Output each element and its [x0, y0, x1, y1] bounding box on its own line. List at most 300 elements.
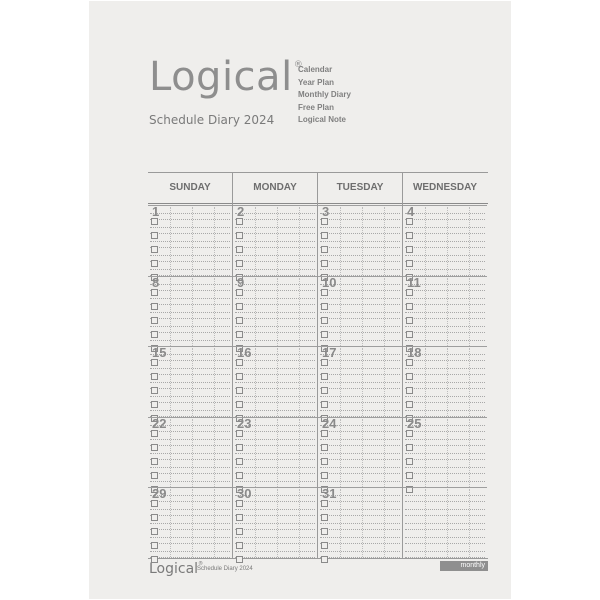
writing-line [150, 290, 230, 291]
writing-line [150, 523, 230, 524]
task-checkbox[interactable] [406, 246, 413, 253]
writing-line [405, 543, 485, 544]
writing-line [405, 467, 485, 468]
writing-line [320, 312, 400, 313]
writing-line [235, 551, 315, 552]
day-number: 24 [322, 415, 337, 431]
writing-line [150, 467, 230, 468]
writing-line [405, 495, 485, 496]
writing-line [235, 439, 315, 440]
writing-line [320, 318, 400, 319]
writing-line [320, 410, 400, 411]
writing-line [320, 332, 400, 333]
task-checkbox[interactable] [236, 289, 243, 296]
task-checkbox[interactable] [236, 401, 243, 408]
writing-line [150, 459, 230, 460]
task-checkbox[interactable] [321, 556, 328, 563]
writing-line [320, 481, 400, 482]
day-cell [318, 417, 402, 488]
day-number: 30 [237, 486, 252, 501]
day-cell [148, 276, 232, 347]
day-number: 10 [322, 274, 337, 290]
task-checkbox[interactable] [236, 500, 243, 507]
writing-line [235, 523, 315, 524]
contents-menu [298, 64, 351, 127]
task-checkbox[interactable] [236, 373, 243, 380]
day-header-tuesday: TUESDAY [336, 182, 384, 193]
day-cell [148, 346, 232, 417]
writing-line [405, 304, 485, 305]
writing-line [150, 241, 230, 242]
task-checkbox[interactable] [321, 303, 328, 310]
day-cell [403, 205, 487, 276]
task-checkbox[interactable] [321, 542, 328, 549]
writing-line [405, 298, 485, 299]
task-checkbox[interactable] [321, 331, 328, 338]
day-number: 25 [407, 415, 422, 431]
task-checkbox[interactable] [236, 317, 243, 324]
writing-line [405, 255, 485, 256]
writing-line [405, 312, 485, 313]
day-number: 18 [407, 345, 422, 360]
writing-line [405, 509, 485, 510]
task-checkbox[interactable] [406, 232, 413, 239]
writing-line [320, 290, 400, 291]
writing-line [320, 247, 400, 248]
writing-line [320, 269, 400, 270]
task-checkbox[interactable] [321, 500, 328, 507]
writing-line [150, 501, 230, 502]
writing-line [150, 227, 230, 228]
task-checkbox[interactable] [151, 444, 158, 451]
writing-line [320, 509, 400, 510]
writing-line [405, 410, 485, 411]
task-checkbox[interactable] [321, 444, 328, 451]
writing-line [235, 318, 315, 319]
task-checkbox[interactable] [151, 289, 158, 296]
writing-line [235, 467, 315, 468]
writing-line [405, 515, 485, 516]
writing-line [320, 543, 400, 544]
writing-line [320, 557, 400, 558]
task-checkbox[interactable] [406, 387, 413, 394]
brand-logo [149, 54, 304, 100]
menu-item-year-plan: Year Plan [298, 77, 335, 87]
writing-line [320, 382, 400, 383]
writing-line [320, 298, 400, 299]
task-checkbox[interactable] [151, 317, 158, 324]
writing-line [320, 326, 400, 327]
day-cell [148, 205, 232, 276]
writing-line [150, 304, 230, 305]
task-checkbox[interactable] [406, 458, 413, 465]
week-separator [403, 205, 487, 206]
writing-line [320, 551, 400, 552]
registered-mark: ® [293, 60, 304, 70]
writing-line [235, 459, 315, 460]
writing-line [405, 227, 485, 228]
menu-item-free-plan: Free Plan [298, 102, 335, 112]
writing-line [150, 261, 230, 262]
task-checkbox[interactable] [321, 514, 328, 521]
day-cell [318, 205, 402, 276]
writing-line [150, 551, 230, 552]
writing-line [405, 318, 485, 319]
day-number: 23 [237, 415, 252, 431]
task-checkbox[interactable] [236, 260, 243, 267]
task-checkbox[interactable] [321, 232, 328, 239]
task-checkbox[interactable] [236, 232, 243, 239]
writing-line [150, 332, 230, 333]
writing-line [150, 439, 230, 440]
writing-line [235, 537, 315, 538]
task-checkbox[interactable] [321, 458, 328, 465]
writing-line [150, 269, 230, 270]
writing-line [235, 509, 315, 510]
grid-bottom-rule [148, 558, 488, 559]
day-number: 31 [322, 486, 337, 501]
writing-line [405, 340, 485, 341]
day-cell [403, 417, 487, 488]
writing-line [235, 261, 315, 262]
writing-line [235, 269, 315, 270]
day-number: 17 [322, 345, 337, 360]
week-separator [233, 276, 317, 277]
writing-line [320, 219, 400, 220]
day-number: 11 [407, 274, 421, 290]
writing-line [150, 340, 230, 341]
writing-line [320, 374, 400, 375]
day-header-sunday: SUNDAY [169, 182, 211, 193]
task-checkbox[interactable] [236, 331, 243, 338]
writing-line [320, 213, 400, 214]
week-separator [148, 205, 232, 206]
task-checkbox[interactable] [406, 260, 413, 267]
writing-line [150, 509, 230, 510]
task-checkbox[interactable] [151, 373, 158, 380]
writing-line [235, 298, 315, 299]
writing-line [405, 368, 485, 369]
day-cell [233, 346, 317, 417]
logo-text: Logical [149, 54, 293, 100]
footer-logo [149, 562, 203, 576]
diary-page [89, 1, 511, 599]
writing-line [235, 241, 315, 242]
writing-line [235, 501, 315, 502]
task-checkbox[interactable] [406, 218, 413, 225]
writing-line [320, 227, 400, 228]
day-header-wednesday: WEDNESDAY [412, 182, 478, 193]
task-checkbox[interactable] [321, 373, 328, 380]
writing-line [405, 529, 485, 530]
writing-line [320, 396, 400, 397]
writing-line [235, 374, 315, 375]
task-checkbox[interactable] [151, 232, 158, 239]
day-header-monday: MONDAY [253, 182, 297, 193]
writing-line [235, 453, 315, 454]
writing-line [235, 312, 315, 313]
task-checkbox[interactable] [321, 430, 328, 437]
task-checkbox[interactable] [151, 387, 158, 394]
day-cell [233, 205, 317, 276]
section-tag-monthly: monthly [440, 561, 488, 571]
task-checkbox[interactable] [406, 472, 413, 479]
day-cell [233, 276, 317, 347]
writing-line [320, 388, 400, 389]
task-checkbox[interactable] [406, 289, 413, 296]
writing-line [150, 312, 230, 313]
writing-line [405, 453, 485, 454]
writing-line [320, 233, 400, 234]
writing-line [150, 396, 230, 397]
writing-line [235, 382, 315, 383]
task-checkbox[interactable] [321, 260, 328, 267]
writing-line [320, 439, 400, 440]
writing-line [405, 431, 485, 432]
writing-line [150, 284, 230, 285]
writing-line [320, 304, 400, 305]
task-checkbox[interactable] [236, 246, 243, 253]
footer-subtitle: Schedule Diary 2024 [197, 566, 253, 572]
writing-line [150, 368, 230, 369]
task-checkbox[interactable] [321, 317, 328, 324]
task-checkbox[interactable] [236, 458, 243, 465]
writing-line [320, 453, 400, 454]
writing-line [405, 402, 485, 403]
writing-line [235, 515, 315, 516]
writing-line [405, 241, 485, 242]
task-checkbox[interactable] [406, 303, 413, 310]
task-checkbox[interactable] [236, 359, 243, 366]
writing-line [235, 233, 315, 234]
task-checkbox[interactable] [321, 401, 328, 408]
day-number: 16 [237, 345, 252, 360]
task-checkbox[interactable] [406, 317, 413, 324]
task-checkbox[interactable] [236, 528, 243, 535]
writing-line [320, 261, 400, 262]
writing-line [150, 219, 230, 220]
day-number: 3 [322, 204, 330, 219]
writing-line [235, 304, 315, 305]
task-checkbox[interactable] [236, 303, 243, 310]
writing-line [235, 227, 315, 228]
writing-line [150, 543, 230, 544]
writing-line [405, 374, 485, 375]
task-checkbox[interactable] [151, 458, 158, 465]
writing-line [235, 219, 315, 220]
diary-subtitle: Schedule Diary 2024 [149, 113, 275, 127]
task-checkbox[interactable] [151, 218, 158, 225]
writing-line [150, 431, 230, 432]
writing-line [150, 326, 230, 327]
week-separator [233, 205, 317, 206]
writing-line [150, 298, 230, 299]
task-checkbox[interactable] [236, 556, 243, 563]
task-checkbox[interactable] [321, 218, 328, 225]
writing-line [405, 360, 485, 361]
day-cell [148, 417, 232, 488]
footer-registered-mark: ® [198, 561, 204, 567]
task-checkbox[interactable] [236, 218, 243, 225]
task-checkbox[interactable] [151, 514, 158, 521]
writing-line [320, 368, 400, 369]
day-number: 22 [152, 415, 167, 431]
day-cell [233, 487, 317, 558]
day-number: 4 [407, 204, 415, 219]
writing-line [320, 515, 400, 516]
writing-line [235, 473, 315, 474]
task-checkbox[interactable] [321, 359, 328, 366]
header-rule [148, 203, 488, 204]
writing-line [320, 473, 400, 474]
task-checkbox[interactable] [151, 260, 158, 267]
writing-line [405, 247, 485, 248]
monthly-calendar-grid [148, 172, 488, 558]
day-number: 2 [237, 204, 245, 219]
writing-line [235, 481, 315, 482]
writing-line [150, 445, 230, 446]
week-separator [318, 205, 402, 206]
task-checkbox[interactable] [151, 359, 158, 366]
writing-line [150, 388, 230, 389]
menu-item-monthly-diary: Monthly Diary [298, 90, 351, 100]
writing-line [405, 557, 485, 558]
writing-line [405, 501, 485, 502]
writing-line [150, 481, 230, 482]
task-checkbox[interactable] [151, 430, 158, 437]
writing-line [150, 402, 230, 403]
task-checkbox[interactable] [406, 430, 413, 437]
task-checkbox[interactable] [236, 444, 243, 451]
task-checkbox[interactable] [236, 542, 243, 549]
writing-line [405, 261, 485, 262]
writing-line [235, 290, 315, 291]
task-checkbox[interactable] [151, 303, 158, 310]
writing-line [235, 402, 315, 403]
writing-line [320, 360, 400, 361]
writing-line [320, 255, 400, 256]
writing-line [150, 515, 230, 516]
writing-line [150, 318, 230, 319]
writing-line [150, 382, 230, 383]
task-checkbox[interactable] [321, 472, 328, 479]
writing-line [405, 269, 485, 270]
writing-line [235, 360, 315, 361]
writing-line [235, 396, 315, 397]
writing-line [235, 340, 315, 341]
task-checkbox[interactable] [236, 430, 243, 437]
task-checkbox[interactable] [321, 387, 328, 394]
writing-line [150, 473, 230, 474]
writing-line [405, 473, 485, 474]
task-checkbox[interactable] [321, 528, 328, 535]
writing-line [150, 410, 230, 411]
writing-line [405, 382, 485, 383]
writing-line [320, 340, 400, 341]
writing-line [150, 374, 230, 375]
writing-line [235, 557, 315, 558]
writing-line [150, 247, 230, 248]
writing-line [150, 255, 230, 256]
task-checkbox[interactable] [151, 542, 158, 549]
writing-line [150, 529, 230, 530]
day-number: 1 [152, 204, 160, 219]
task-checkbox[interactable] [321, 246, 328, 253]
day-cell [318, 346, 402, 417]
writing-line [320, 523, 400, 524]
writing-line [235, 431, 315, 432]
task-checkbox[interactable] [151, 246, 158, 253]
writing-line [320, 241, 400, 242]
writing-line [320, 402, 400, 403]
task-checkbox[interactable] [406, 331, 413, 338]
writing-line [320, 431, 400, 432]
day-number: 8 [152, 274, 160, 290]
writing-line [405, 396, 485, 397]
writing-line [405, 233, 485, 234]
writing-line [235, 543, 315, 544]
writing-line [320, 445, 400, 446]
day-cell [403, 276, 487, 347]
task-checkbox[interactable] [151, 331, 158, 338]
task-checkbox[interactable] [406, 359, 413, 366]
writing-line [150, 213, 230, 214]
task-checkbox[interactable] [236, 472, 243, 479]
writing-line [235, 529, 315, 530]
writing-line [405, 537, 485, 538]
writing-line [405, 332, 485, 333]
week-separator [403, 487, 487, 488]
writing-line [235, 284, 315, 285]
task-checkbox[interactable] [406, 401, 413, 408]
writing-line [405, 551, 485, 552]
writing-line [405, 326, 485, 327]
writing-line [235, 255, 315, 256]
writing-line [405, 213, 485, 214]
writing-line [320, 501, 400, 502]
task-checkbox[interactable] [236, 387, 243, 394]
writing-line [150, 537, 230, 538]
task-checkbox[interactable] [151, 528, 158, 535]
writing-line [320, 459, 400, 460]
day-number: 15 [152, 345, 167, 360]
writing-line [150, 453, 230, 454]
writing-line [235, 326, 315, 327]
day-cell [318, 487, 402, 558]
task-checkbox[interactable] [151, 472, 158, 479]
writing-line [405, 439, 485, 440]
day-cell [403, 346, 487, 417]
week-separator [148, 276, 232, 277]
task-checkbox[interactable] [236, 514, 243, 521]
day-number: 29 [152, 486, 167, 501]
task-checkbox[interactable] [151, 500, 158, 507]
writing-line [235, 332, 315, 333]
day-cell [148, 487, 232, 558]
task-checkbox[interactable] [151, 401, 158, 408]
writing-line [150, 557, 230, 558]
menu-item-calendar: Calendar [298, 65, 333, 74]
task-checkbox[interactable] [406, 444, 413, 451]
writing-line [235, 388, 315, 389]
writing-line [320, 467, 400, 468]
writing-line [405, 219, 485, 220]
writing-line [150, 360, 230, 361]
task-checkbox[interactable] [406, 373, 413, 380]
writing-line [320, 529, 400, 530]
task-checkbox[interactable] [321, 289, 328, 296]
writing-line [405, 523, 485, 524]
